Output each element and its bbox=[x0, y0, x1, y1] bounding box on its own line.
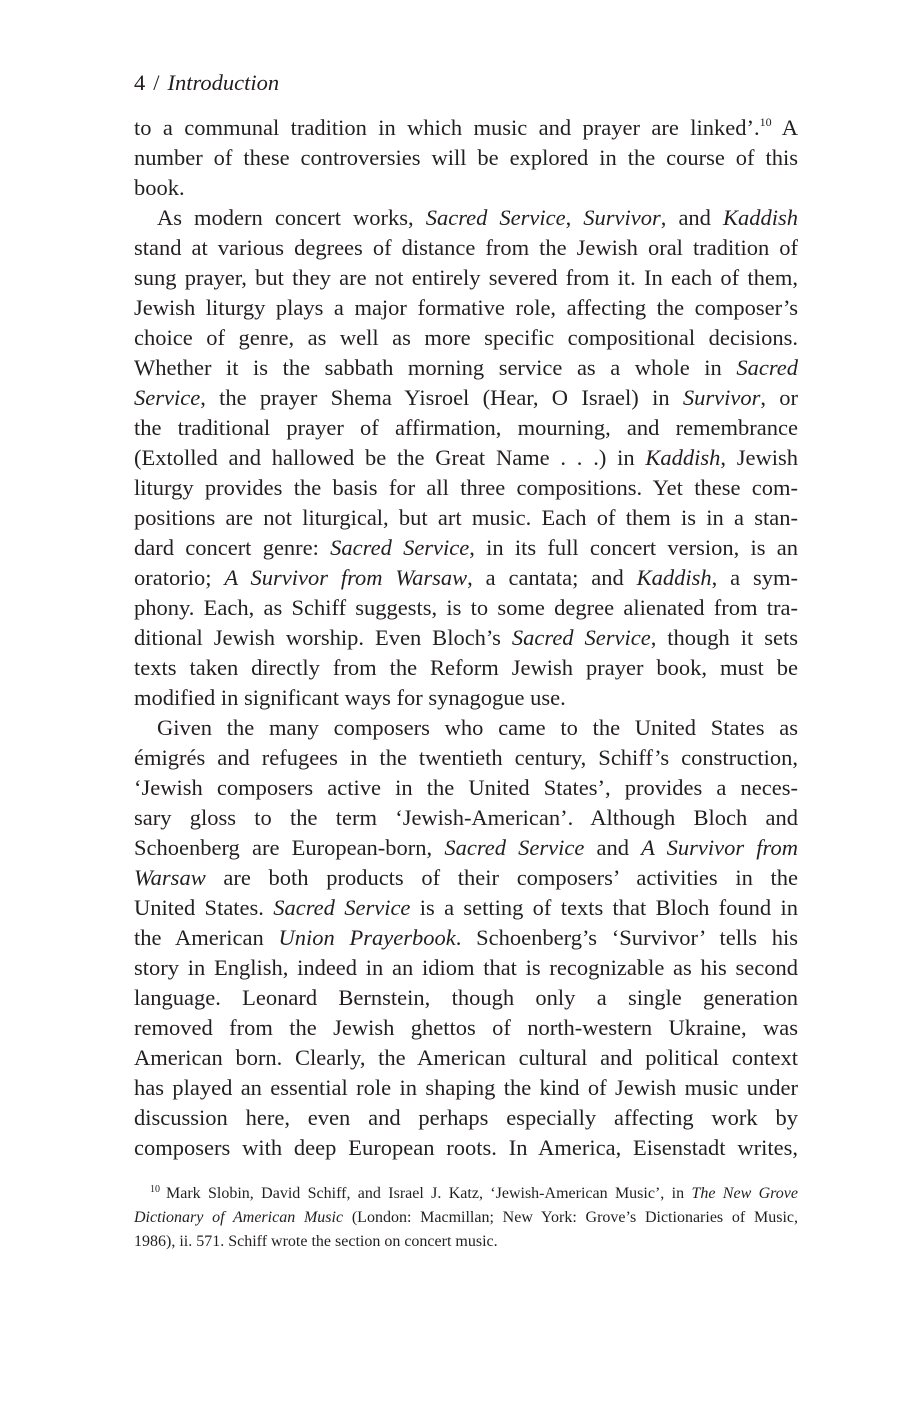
text-line bbox=[134, 893, 798, 923]
text-segment: ‘Jewish composers active in the United States’, provides a neces- bbox=[134, 775, 798, 800]
text-line bbox=[134, 863, 798, 893]
text-segment: (London: Macmillan; New York: Grove’s Dictionaries of Music, bbox=[343, 1209, 799, 1226]
text-segment: sary gloss to the term ‘Jewish-American’. Although Bloch and bbox=[134, 805, 798, 830]
text-segment: and bbox=[584, 835, 642, 860]
text-line bbox=[134, 383, 798, 413]
text-line bbox=[134, 203, 798, 233]
italic-text: Warsaw bbox=[134, 865, 206, 890]
text-segment: to a communal tradition in which music and prayer are linked’. bbox=[134, 115, 760, 140]
running-head-separator: / bbox=[153, 70, 160, 95]
text-line bbox=[134, 1073, 798, 1103]
text-segment: texts taken directly from the Reform Jewish prayer book, must be bbox=[134, 655, 798, 680]
text-segment: . Schoenberg’s ‘Survivor’ tells his bbox=[455, 925, 798, 950]
text-segment: discussion here, even and perhaps especially affecting work by bbox=[134, 1105, 798, 1130]
text-segment: , bbox=[565, 205, 584, 230]
text-segment: American born. Clearly, the American cultural and political context bbox=[134, 1045, 798, 1070]
text-line bbox=[134, 503, 798, 533]
italic-text: Sacred Service bbox=[330, 535, 470, 560]
text-line bbox=[134, 713, 798, 743]
text-line bbox=[134, 833, 798, 863]
footnote-line bbox=[134, 1206, 798, 1230]
text-line bbox=[134, 623, 798, 653]
italic-text: Union Prayerbook bbox=[278, 925, 456, 950]
text-segment: dard concert genre: bbox=[134, 535, 331, 560]
text-segment: , and bbox=[660, 205, 723, 230]
text-segment: , a sym- bbox=[711, 565, 798, 590]
text-line bbox=[134, 1013, 798, 1043]
text-segment: story in English, indeed in an idiom that is recognizable as his second bbox=[134, 955, 798, 980]
text-segment: oratorio; bbox=[134, 565, 225, 590]
text-segment: liturgy provides the basis for all three compositions. Yet these com- bbox=[134, 475, 798, 500]
text-segment: , the prayer Shema Yisroel (Hear, O Israel) in bbox=[200, 385, 683, 410]
text-line bbox=[134, 743, 798, 773]
footnote-marker: 10 bbox=[150, 1184, 160, 1195]
page-number: 4 bbox=[134, 70, 146, 95]
footnote-line bbox=[134, 1230, 798, 1254]
text-line bbox=[134, 143, 798, 173]
text-segment: book. bbox=[134, 175, 185, 200]
text-line bbox=[134, 773, 798, 803]
text-segment: , in its full concert version, is an bbox=[469, 535, 798, 560]
footnote-line bbox=[134, 1182, 798, 1206]
text-segment: positions are not liturgical, but art music. Each of them is in a stan- bbox=[134, 505, 798, 530]
text-segment: émigrés and refugees in the twentieth century, Schiff’s construction, bbox=[134, 745, 798, 770]
text-line bbox=[134, 803, 798, 833]
text-segment: (Extolled and hallowed be the Great Name . . .) in bbox=[134, 445, 646, 470]
text-segment: choice of genre, as well as more specific compositional decisions. bbox=[134, 325, 798, 350]
italic-text: Survivor bbox=[583, 205, 661, 230]
text-line bbox=[134, 923, 798, 953]
text-segment: 1986), ii. 571. Schiff wrote the section on concert music. bbox=[134, 1233, 498, 1250]
text-line bbox=[134, 233, 798, 263]
text-segment: stand at various degrees of distance from the Jewish oral tradition of bbox=[134, 235, 798, 260]
text-line bbox=[134, 293, 798, 323]
text-line bbox=[134, 473, 798, 503]
italic-text: Sacred Service bbox=[425, 205, 566, 230]
text-segment: language. Leonard Bernstein, though only a single generation bbox=[134, 985, 798, 1010]
italic-text: A Survivor from bbox=[641, 835, 798, 860]
text-line bbox=[134, 1103, 798, 1133]
text-line bbox=[134, 983, 798, 1013]
italic-text: Service bbox=[134, 385, 201, 410]
text-line bbox=[134, 1133, 798, 1163]
text-segment: removed from the Jewish ghettos of north-western Ukraine, was bbox=[134, 1015, 798, 1040]
text-segment: the American bbox=[134, 925, 279, 950]
text-line bbox=[134, 593, 798, 623]
text-segment: phony. Each, as Schiff suggests, is to some degree alienated from tra- bbox=[134, 595, 798, 620]
text-line bbox=[134, 683, 798, 713]
text-line bbox=[134, 263, 798, 293]
text-line bbox=[134, 113, 798, 143]
footnote-marker: 10 bbox=[759, 115, 772, 129]
text-segment: composers with deep European roots. In America, Eisenstadt writes, bbox=[134, 1135, 798, 1160]
text-line bbox=[134, 413, 798, 443]
italic-text: Sacred Service bbox=[273, 895, 411, 920]
text-line bbox=[134, 563, 798, 593]
text-segment: Schoenberg are European-born, bbox=[134, 835, 445, 860]
italic-text: Dictionary of American Music bbox=[134, 1209, 344, 1226]
text-segment: the traditional prayer of affirmation, mourning, and remembrance bbox=[134, 415, 798, 440]
text-segment: Given the many composers who came to the United States as bbox=[157, 715, 798, 740]
chapter-title: Introduction bbox=[167, 70, 280, 95]
text-line bbox=[134, 353, 798, 383]
text-line bbox=[134, 173, 798, 203]
text-segment: are both products of their composers’ activities in the bbox=[205, 865, 798, 890]
text-segment: is a setting of texts that Bloch found in bbox=[410, 895, 798, 920]
italic-text: Sacred Service bbox=[511, 625, 651, 650]
italic-text: Sacred bbox=[736, 355, 798, 380]
text-segment: A bbox=[771, 115, 798, 140]
text-line bbox=[134, 323, 798, 353]
text-segment: Whether it is the sabbath morning service as a whole in bbox=[134, 355, 737, 380]
text-segment: United States. bbox=[134, 895, 274, 920]
text-segment: , or bbox=[760, 385, 799, 410]
text-segment: , though it sets bbox=[650, 625, 798, 650]
text-segment: , Jewish bbox=[720, 445, 798, 470]
text-line bbox=[134, 533, 798, 563]
text-line bbox=[134, 953, 798, 983]
running-head bbox=[134, 70, 279, 96]
text-segment: sung prayer, but they are not entirely severed from it. In each of them, bbox=[134, 265, 798, 290]
text-segment: modified in significant ways for synagogue use. bbox=[134, 685, 566, 710]
text-segment: Mark Slobin, David Schiff, and Israel J. Katz, ‘Jewish-American Music’, in bbox=[166, 1185, 692, 1202]
text-segment: , a cantata; and bbox=[467, 565, 637, 590]
italic-text: The New Grove bbox=[691, 1185, 798, 1202]
text-segment: Jewish liturgy plays a major formative role, affecting the composer’s bbox=[134, 295, 798, 320]
text-segment: As modern concert works, bbox=[157, 205, 426, 230]
body-text bbox=[134, 113, 798, 1163]
italic-text: A Survivor from Warsaw bbox=[224, 565, 468, 590]
italic-text: Sacred Service bbox=[444, 835, 585, 860]
text-segment: has played an essential role in shaping the kind of Jewish music under bbox=[134, 1075, 798, 1100]
text-line bbox=[134, 1043, 798, 1073]
text-segment: ditional Jewish worship. Even Bloch’s bbox=[134, 625, 512, 650]
italic-text: Kaddish bbox=[722, 205, 798, 230]
italic-text: Survivor bbox=[682, 385, 761, 410]
footnotes bbox=[134, 1182, 798, 1254]
text-line bbox=[134, 443, 798, 473]
text-segment: number of these controversies will be explored in the course of this bbox=[134, 145, 798, 170]
text-line bbox=[134, 653, 798, 683]
italic-text: Kaddish bbox=[645, 445, 721, 470]
italic-text: Kaddish bbox=[636, 565, 712, 590]
